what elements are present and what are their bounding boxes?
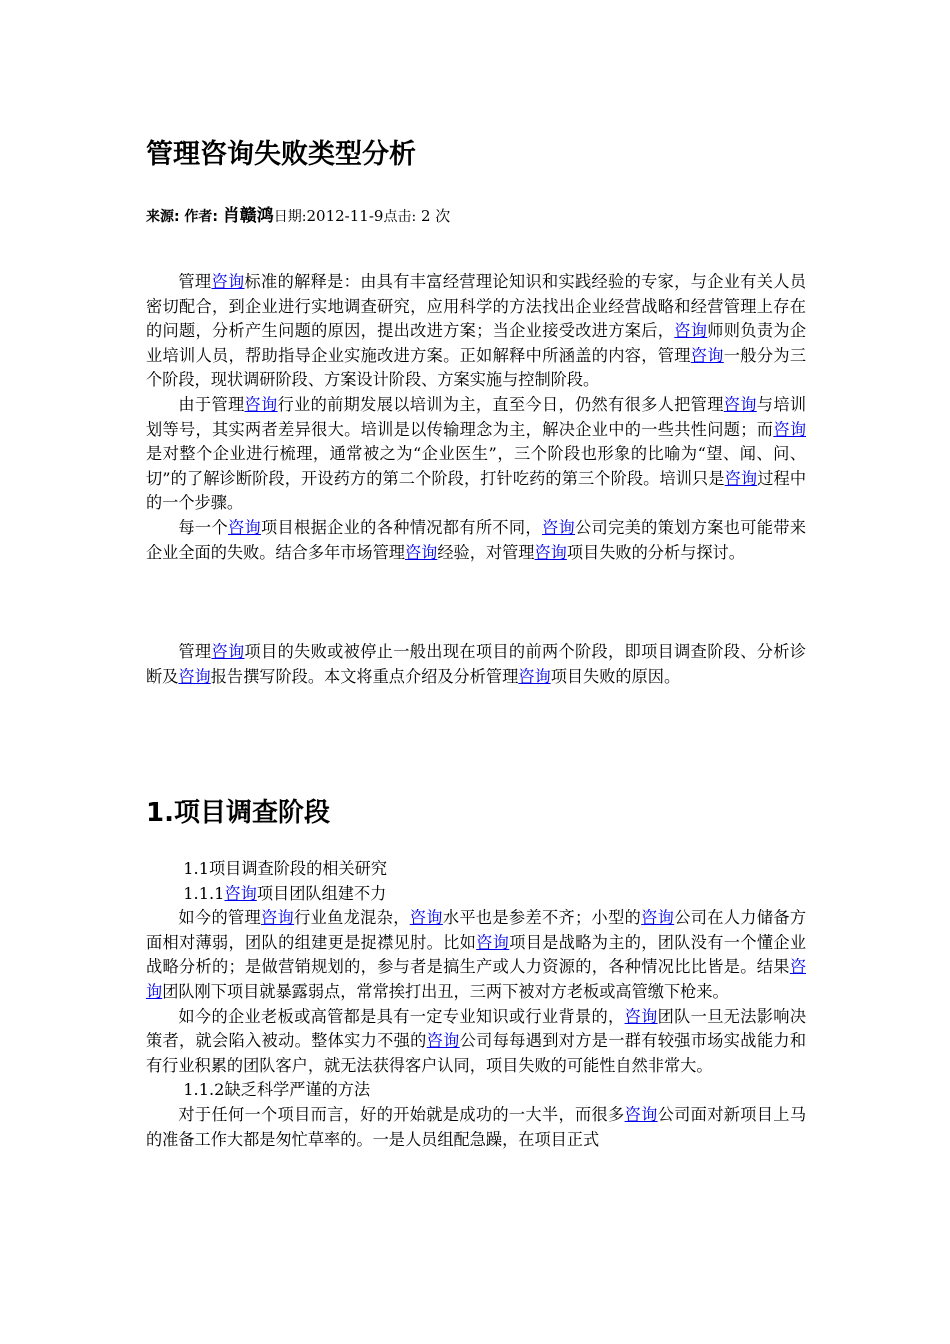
clicks-value: 2 (420, 207, 431, 225)
author-name: 肖赣鸿 (222, 206, 274, 226)
consulting-link[interactable]: 咨询 (261, 908, 295, 928)
consulting-link[interactable]: 咨询 (534, 542, 567, 562)
intro-paragraph: 每一个咨询项目根据企业的各种情况都有所不同，咨询公司完美的策划方案也可能带来企业全面的失败。结合多年市场管理咨询经验，对管理咨询项目失败的分析与探讨。 (146, 517, 807, 562)
intro-paragraph: 管理咨询标准的解释是：由具有丰富经营理论知识和实践经验的专家，与企业有关人员密切配合，到企业进行实地调查研究，应用科学的方法找出企业经营战略和经营管理上存在的问题，分析产生问题的原因，提出改进方案；当企业接受改进方案后，咨询师则负责为企业培训人员，帮助指导企业实施改进方案。正如解释中所涵盖的内容，管理咨询一般分为三个阶段，现状调研阶段、方案设计阶段、方案实施与控制阶段。 (146, 272, 807, 390)
subheading-1-1-2: 1.1.2缺乏科学严谨的方法 (183, 1080, 371, 1100)
intro-block (146, 270, 806, 565)
consulting-link[interactable]: 咨询 (541, 517, 576, 537)
consulting-link[interactable]: 咨询 (224, 883, 257, 903)
consulting-link[interactable]: 咨询 (211, 272, 245, 291)
section-heading: 1.项目调查阶段 (146, 798, 330, 828)
intro2-block (146, 640, 806, 689)
intro-paragraph: 由于管理咨询行业的前期发展以培训为主，直至今日，仍然有很多人把管理咨询与培训划等号，其实两者差异很大。培训是以传输理念为主，解决企业中的一些共性问题；而咨询是对整个企业进行梳理，通常被之为“企业医生”，三个阶段也形象的比喻为“望、闻、问、切”的了解诊断阶段，开设药方的第二个阶段，打针吃药的第三个阶段。培训只是咨询过程中的一个步骤。 (146, 394, 807, 513)
consulting-link[interactable]: 咨询 (178, 666, 211, 686)
subheading-1-1-1: 1.1.1咨询项目团队组建不力 (183, 883, 387, 903)
subheading-1-1: 1.1项目调查阶段的相关研究 (183, 859, 388, 878)
intro-paragraph: 管理咨询项目的失败或被停止一般出现在项目的前两个阶段，即项目调查阶段、分析诊断及咨询报告撰写阶段。本文将重点介绍及分析管理咨询项目失败的原因。 (146, 642, 807, 686)
consulting-link[interactable]: 咨询 (518, 666, 551, 686)
article-meta (146, 201, 450, 226)
consulting-link[interactable]: 咨询 (724, 468, 758, 488)
consulting-link[interactable]: 咨询 (624, 1104, 658, 1124)
consulting-link[interactable]: 咨询 (773, 419, 807, 439)
body-paragraph: 如今的管理咨询行业鱼龙混杂，咨询水平也是参差不齐；小型的咨询公司在人力储备方面相对薄弱，团队的组建更是捉襟见肘。比如咨询项目是战略为主的，团队没有一个懂企业战略分析的；是做营销规划的，参与者是搞生产或人力资源的，各种情况比比皆是。结果咨询团队刚下项目就暴露弱点，常常挨打出丑，三两下被对方老板或高管缴下枪来。 (146, 908, 807, 1001)
author-label: 作者: (184, 209, 218, 225)
consulting-link[interactable]: 咨询 (690, 345, 724, 365)
consulting-link[interactable]: 咨询 (211, 642, 245, 661)
consulting-link[interactable]: 咨询 (146, 957, 806, 1001)
consulting-link[interactable]: 咨询 (405, 542, 438, 562)
date-label: 日期: (273, 209, 307, 225)
consulting-link[interactable]: 咨询 (244, 394, 278, 414)
consulting-link[interactable]: 咨询 (624, 1006, 658, 1026)
consulting-link[interactable]: 咨询 (227, 517, 262, 537)
consulting-link[interactable]: 咨询 (426, 1031, 460, 1051)
consulting-link[interactable]: 咨询 (723, 394, 757, 414)
article-title: 管理咨询失败类型分析 (146, 139, 416, 170)
consulting-link[interactable]: 咨询 (476, 932, 510, 952)
body-paragraph: 如今的企业老板或高管都是具有一定专业知识或行业背景的，咨询团队一旦无法影响决策者，就会陷入被动。整体实力不强的咨询公司每每遇到对方是一群有较强市场实战能力和有行业积累的团队客户，就无法获得客户认同，项目失败的可能性自然非常大。 (146, 1006, 807, 1075)
source-label: 来源: (146, 209, 180, 225)
consulting-link[interactable]: 咨询 (409, 908, 443, 928)
clicks-unit: 次 (435, 207, 451, 225)
date-value: 2012-11-9 (306, 207, 384, 225)
clicks-label: 点击: (383, 209, 417, 225)
consulting-link[interactable]: 咨询 (674, 321, 708, 341)
section1-body (146, 857, 806, 1152)
body-paragraph: 对于任何一个项目而言，好的开始就是成功的一大半，而很多咨询公司面对新项目上马的准备工作大都是匆忙草率的。一是人员组配急躁，在项目正式 (146, 1104, 807, 1149)
consulting-link[interactable]: 咨询 (641, 908, 675, 928)
